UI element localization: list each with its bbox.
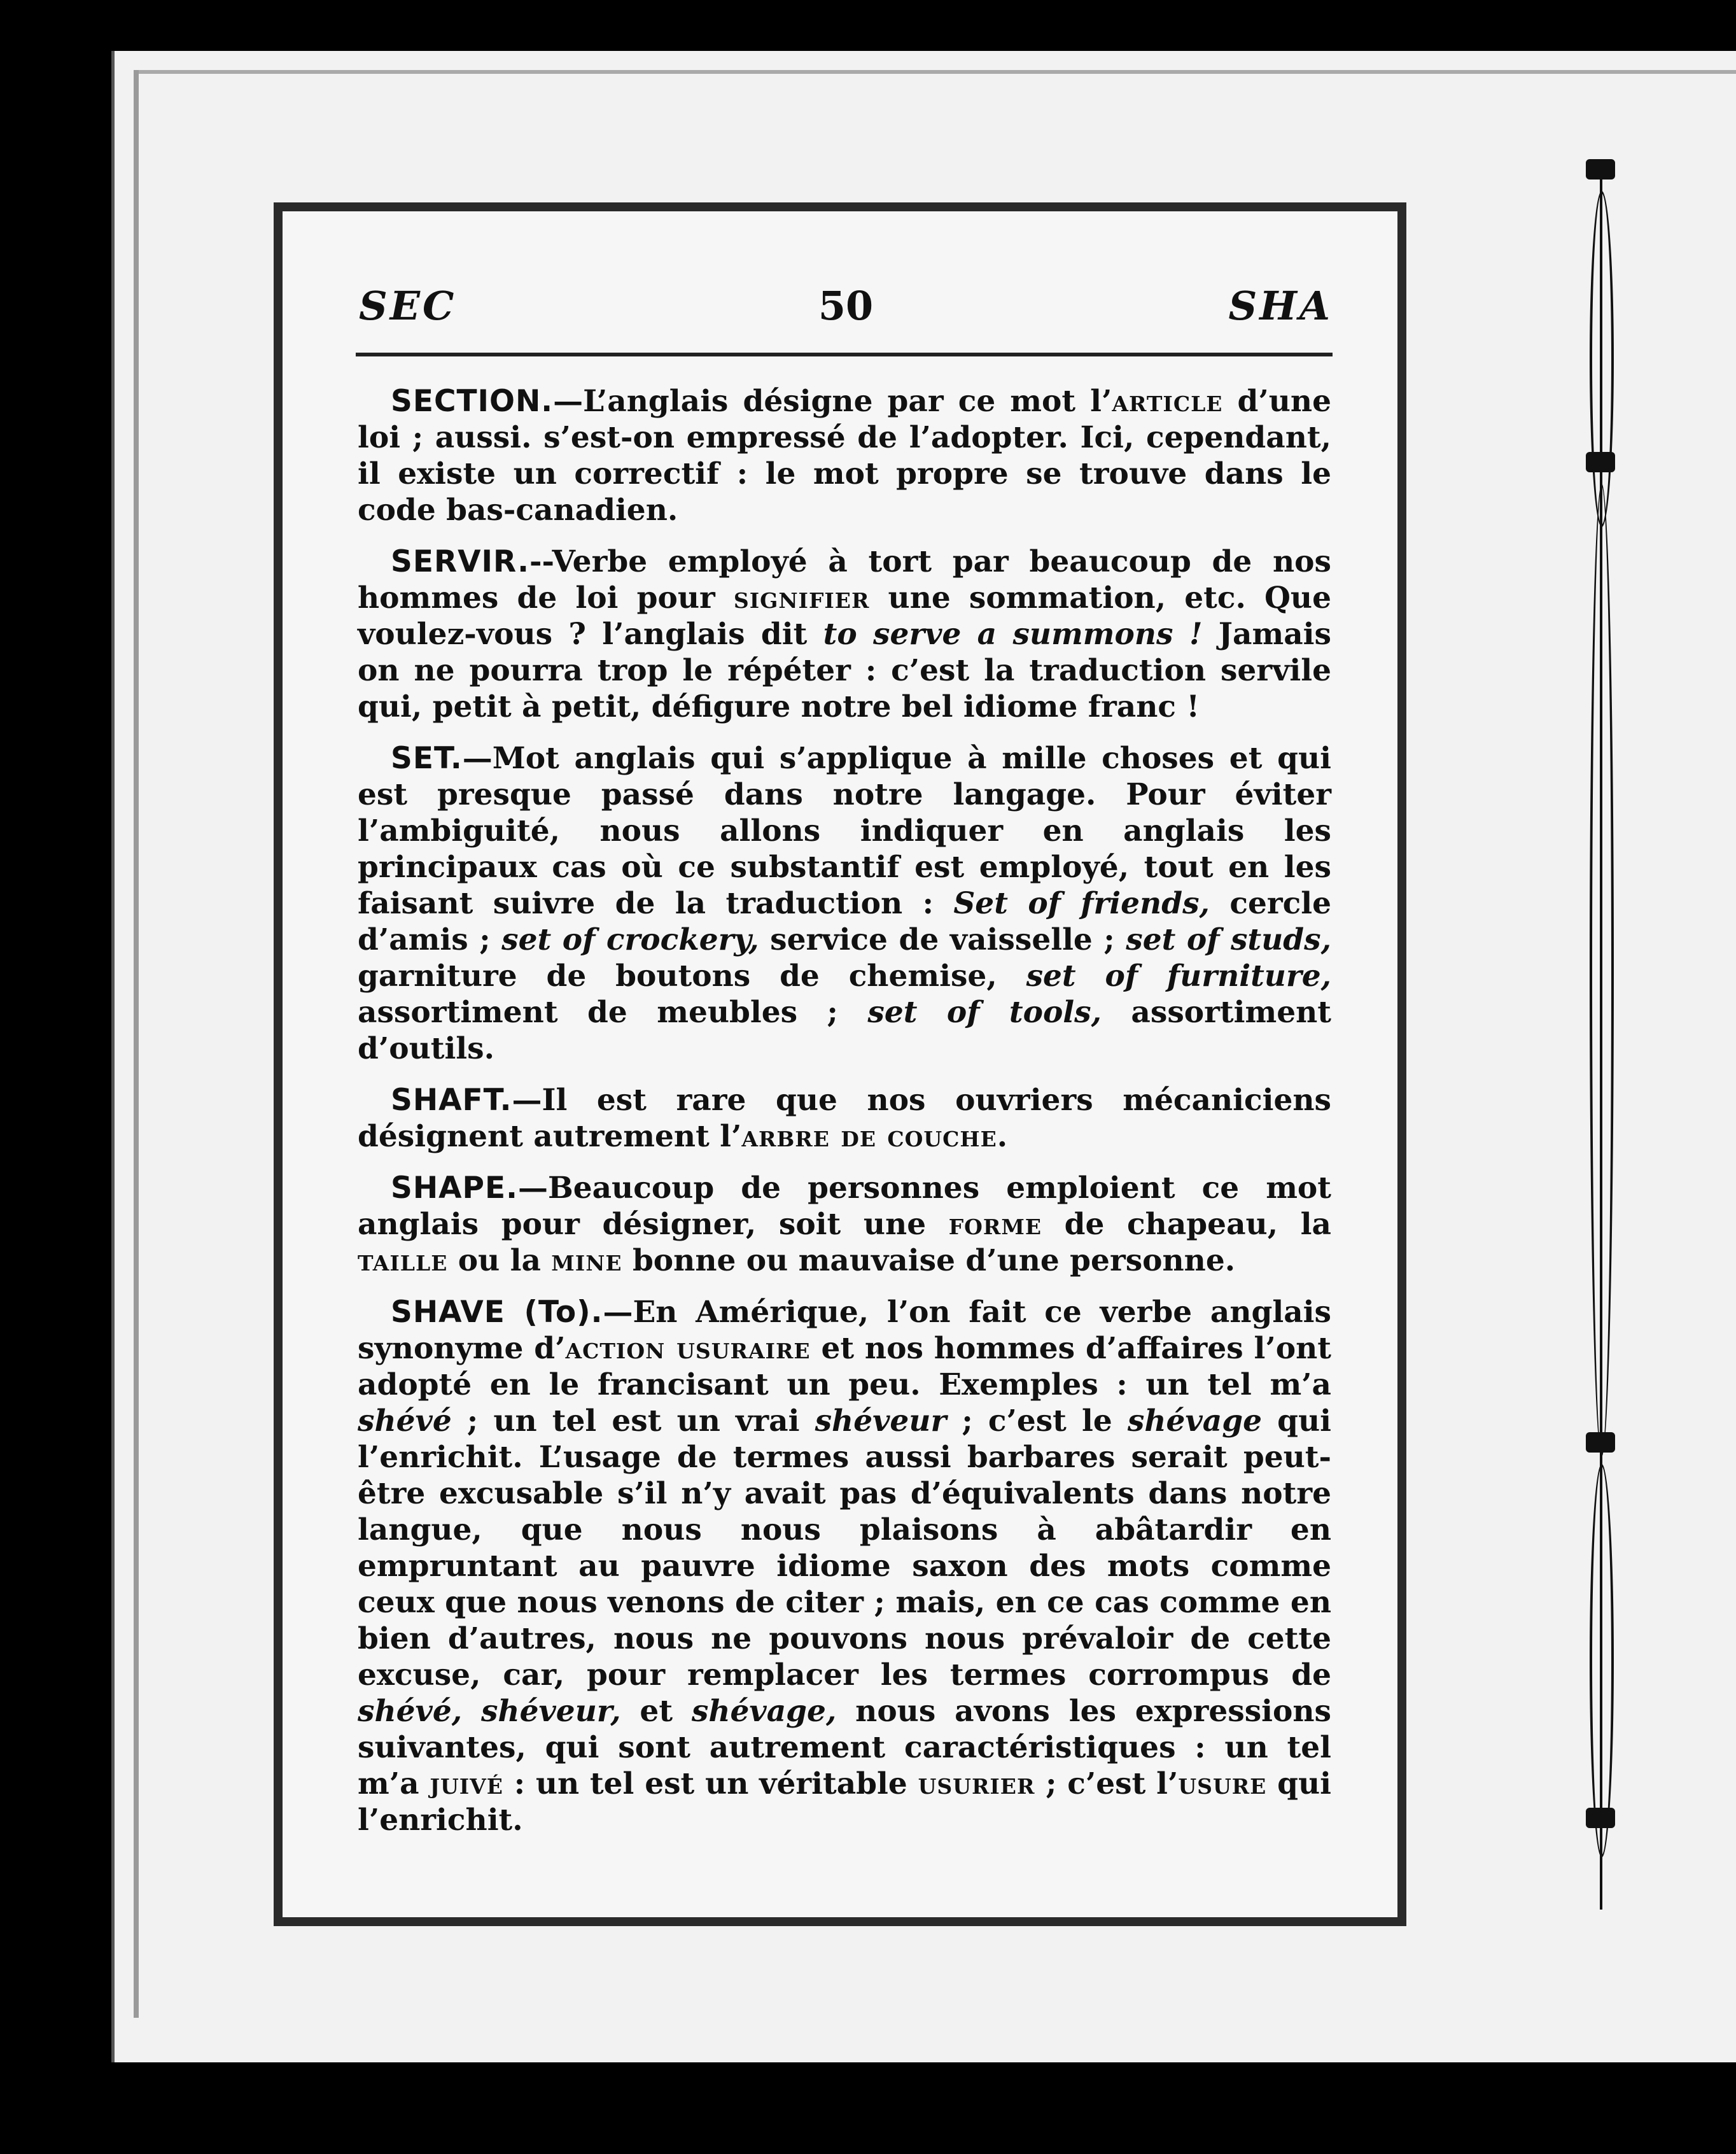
dictionary-entry xyxy=(358,1294,1331,1838)
binding-loop xyxy=(1590,191,1614,527)
entry-text: garniture de boutons de chemise, xyxy=(358,959,1026,994)
italic-term: Set of friends, xyxy=(953,886,1210,921)
headword: SECTION. xyxy=(391,384,554,419)
small-caps-term: action usuraire xyxy=(565,1331,811,1366)
entry-text: —Mot anglais qui s’applique à mille choses et qui est presque passé dans notre langage. Pour éviter l’ambiguité, nous allons indiquer en anglais les principaux cas où ce substantif est employé, tout en les faisant suivre de la traduction : xyxy=(358,741,1331,921)
entry-text: assortiment d’outils. xyxy=(358,995,1331,1066)
italic-term: set of tools, xyxy=(867,995,1102,1030)
italic-term: shévage, xyxy=(691,1694,837,1729)
entry-text: de chapeau, la xyxy=(1042,1207,1331,1242)
page-top-edge xyxy=(134,70,1736,74)
binding-loop xyxy=(1590,484,1614,1456)
dictionary-entry xyxy=(358,383,1331,528)
small-caps-term: article xyxy=(1112,384,1223,419)
page-number: 50 xyxy=(818,283,874,329)
entry-text: --Verbe employé à tort par beaucoup de nos hommes de loi pour xyxy=(358,544,1331,616)
small-caps-term: juivé xyxy=(430,1766,503,1801)
entry-text: ; c’est le xyxy=(946,1404,1128,1439)
binding-knot xyxy=(1586,1808,1615,1828)
small-caps-term: mine xyxy=(551,1243,622,1278)
entry-text: et xyxy=(620,1694,692,1729)
entry-text: d’une loi ; aussi. s’est-on empressé de l’adopter. Ici, cependant, il existe un correctif : le mot propre se trouve dans le code bas-canadien. xyxy=(358,384,1331,528)
entry-text: —Il est rare que nos ouvriers mécaniciens désignent autrement l’ xyxy=(358,1083,1331,1154)
headword: SERVIR. xyxy=(391,544,529,579)
headword: SHAPE. xyxy=(391,1171,518,1206)
entry-text: —Beaucoup de personnes emploient ce mot anglais pour désigner, soit une xyxy=(358,1171,1331,1242)
binding-loop xyxy=(1590,1464,1614,1857)
headword: SET. xyxy=(391,741,463,776)
dictionary-entry xyxy=(358,740,1331,1067)
page-body xyxy=(358,383,1331,1854)
entry-text: qui l’enrichit. L’usage de termes aussi barbares serait peut-être excusable s’il n’y avait pas d’équivalents dans notre langue, que nous nous plaisons à abâtardir en empruntant au pauvre idiome saxon des mots comme ceux que nous venons de citer ; mais, en ce cas comme en bien d’autres, nous ne pouvons nous prévaloir de cette excuse, car, pour remplacer les termes corrompus de xyxy=(358,1404,1331,1693)
italic-term: shévage xyxy=(1127,1404,1262,1439)
dictionary-entry xyxy=(358,544,1331,725)
small-caps-term: usurier xyxy=(918,1766,1035,1801)
binding-knot xyxy=(1586,452,1615,472)
italic-term: set of furniture, xyxy=(1026,959,1332,994)
small-caps-term: usure xyxy=(1178,1766,1267,1801)
header-rule xyxy=(356,353,1333,356)
entry-text: ou la xyxy=(447,1243,552,1278)
dictionary-entry xyxy=(358,1170,1331,1279)
entry-text: nous avons les expressions suivantes, qui sont autrement caractéristiques : un tel m’a xyxy=(358,1694,1331,1801)
entry-text: : un tel est un véritable xyxy=(503,1766,918,1801)
small-caps-term: signifier xyxy=(733,581,870,616)
small-caps-term: forme xyxy=(948,1207,1042,1242)
dictionary-entry xyxy=(358,1082,1331,1155)
entry-text: cercle d’amis ; xyxy=(358,886,1331,957)
entry-text: Jamais on ne pourra trop le répéter : c’est la traduction servile qui, petit à petit, défigure notre bel idiome franc ! xyxy=(358,617,1331,724)
italic-term: shévé xyxy=(358,1404,452,1439)
small-caps-term: arbre de couche xyxy=(741,1119,997,1154)
left-heading: SEC xyxy=(359,283,457,329)
entry-text: —L’anglais désigne par ce mot l’ xyxy=(553,384,1112,419)
entry-text: service de vaisselle ; xyxy=(759,922,1126,957)
italic-term: set of studs, xyxy=(1126,922,1331,957)
binding-knot xyxy=(1586,1432,1615,1453)
binding-knot xyxy=(1586,159,1615,179)
binding-stitch xyxy=(1572,70,1629,2018)
entry-text: et nos hommes d’affaires l’ont adopté en le francisant un peu. Exemples : un tel m’a xyxy=(358,1331,1331,1402)
right-heading: SHA xyxy=(1228,283,1333,329)
entry-text: assortiment de meubles ; xyxy=(358,995,868,1030)
running-header xyxy=(359,275,1333,345)
headword: SHAVE (To). xyxy=(391,1295,603,1330)
entry-text: . xyxy=(997,1119,1008,1154)
italic-term: shévé, shéveur, xyxy=(358,1694,621,1729)
entry-text: bonne ou mauvaise d’une personne. xyxy=(622,1243,1236,1278)
page-frame xyxy=(274,202,1406,1926)
headword: SHAFT. xyxy=(391,1083,512,1118)
entry-text: —En Amérique, l’on fait ce verbe anglais synonyme d’ xyxy=(358,1295,1331,1366)
italic-term: set of crockery, xyxy=(501,922,759,957)
page-left-edge xyxy=(134,70,139,2018)
entry-text: ; c’est l’ xyxy=(1035,1766,1179,1801)
italic-term: shéveur xyxy=(815,1404,947,1439)
entry-text: qui l’enrichit. xyxy=(358,1766,1331,1838)
entry-text: ; un tel est un vrai xyxy=(451,1404,815,1439)
small-caps-term: taille xyxy=(358,1243,448,1278)
italic-term: to serve a summons ! xyxy=(823,617,1203,652)
entry-text: une sommation, etc. Que voulez-vous ? l’anglais dit xyxy=(358,581,1331,652)
